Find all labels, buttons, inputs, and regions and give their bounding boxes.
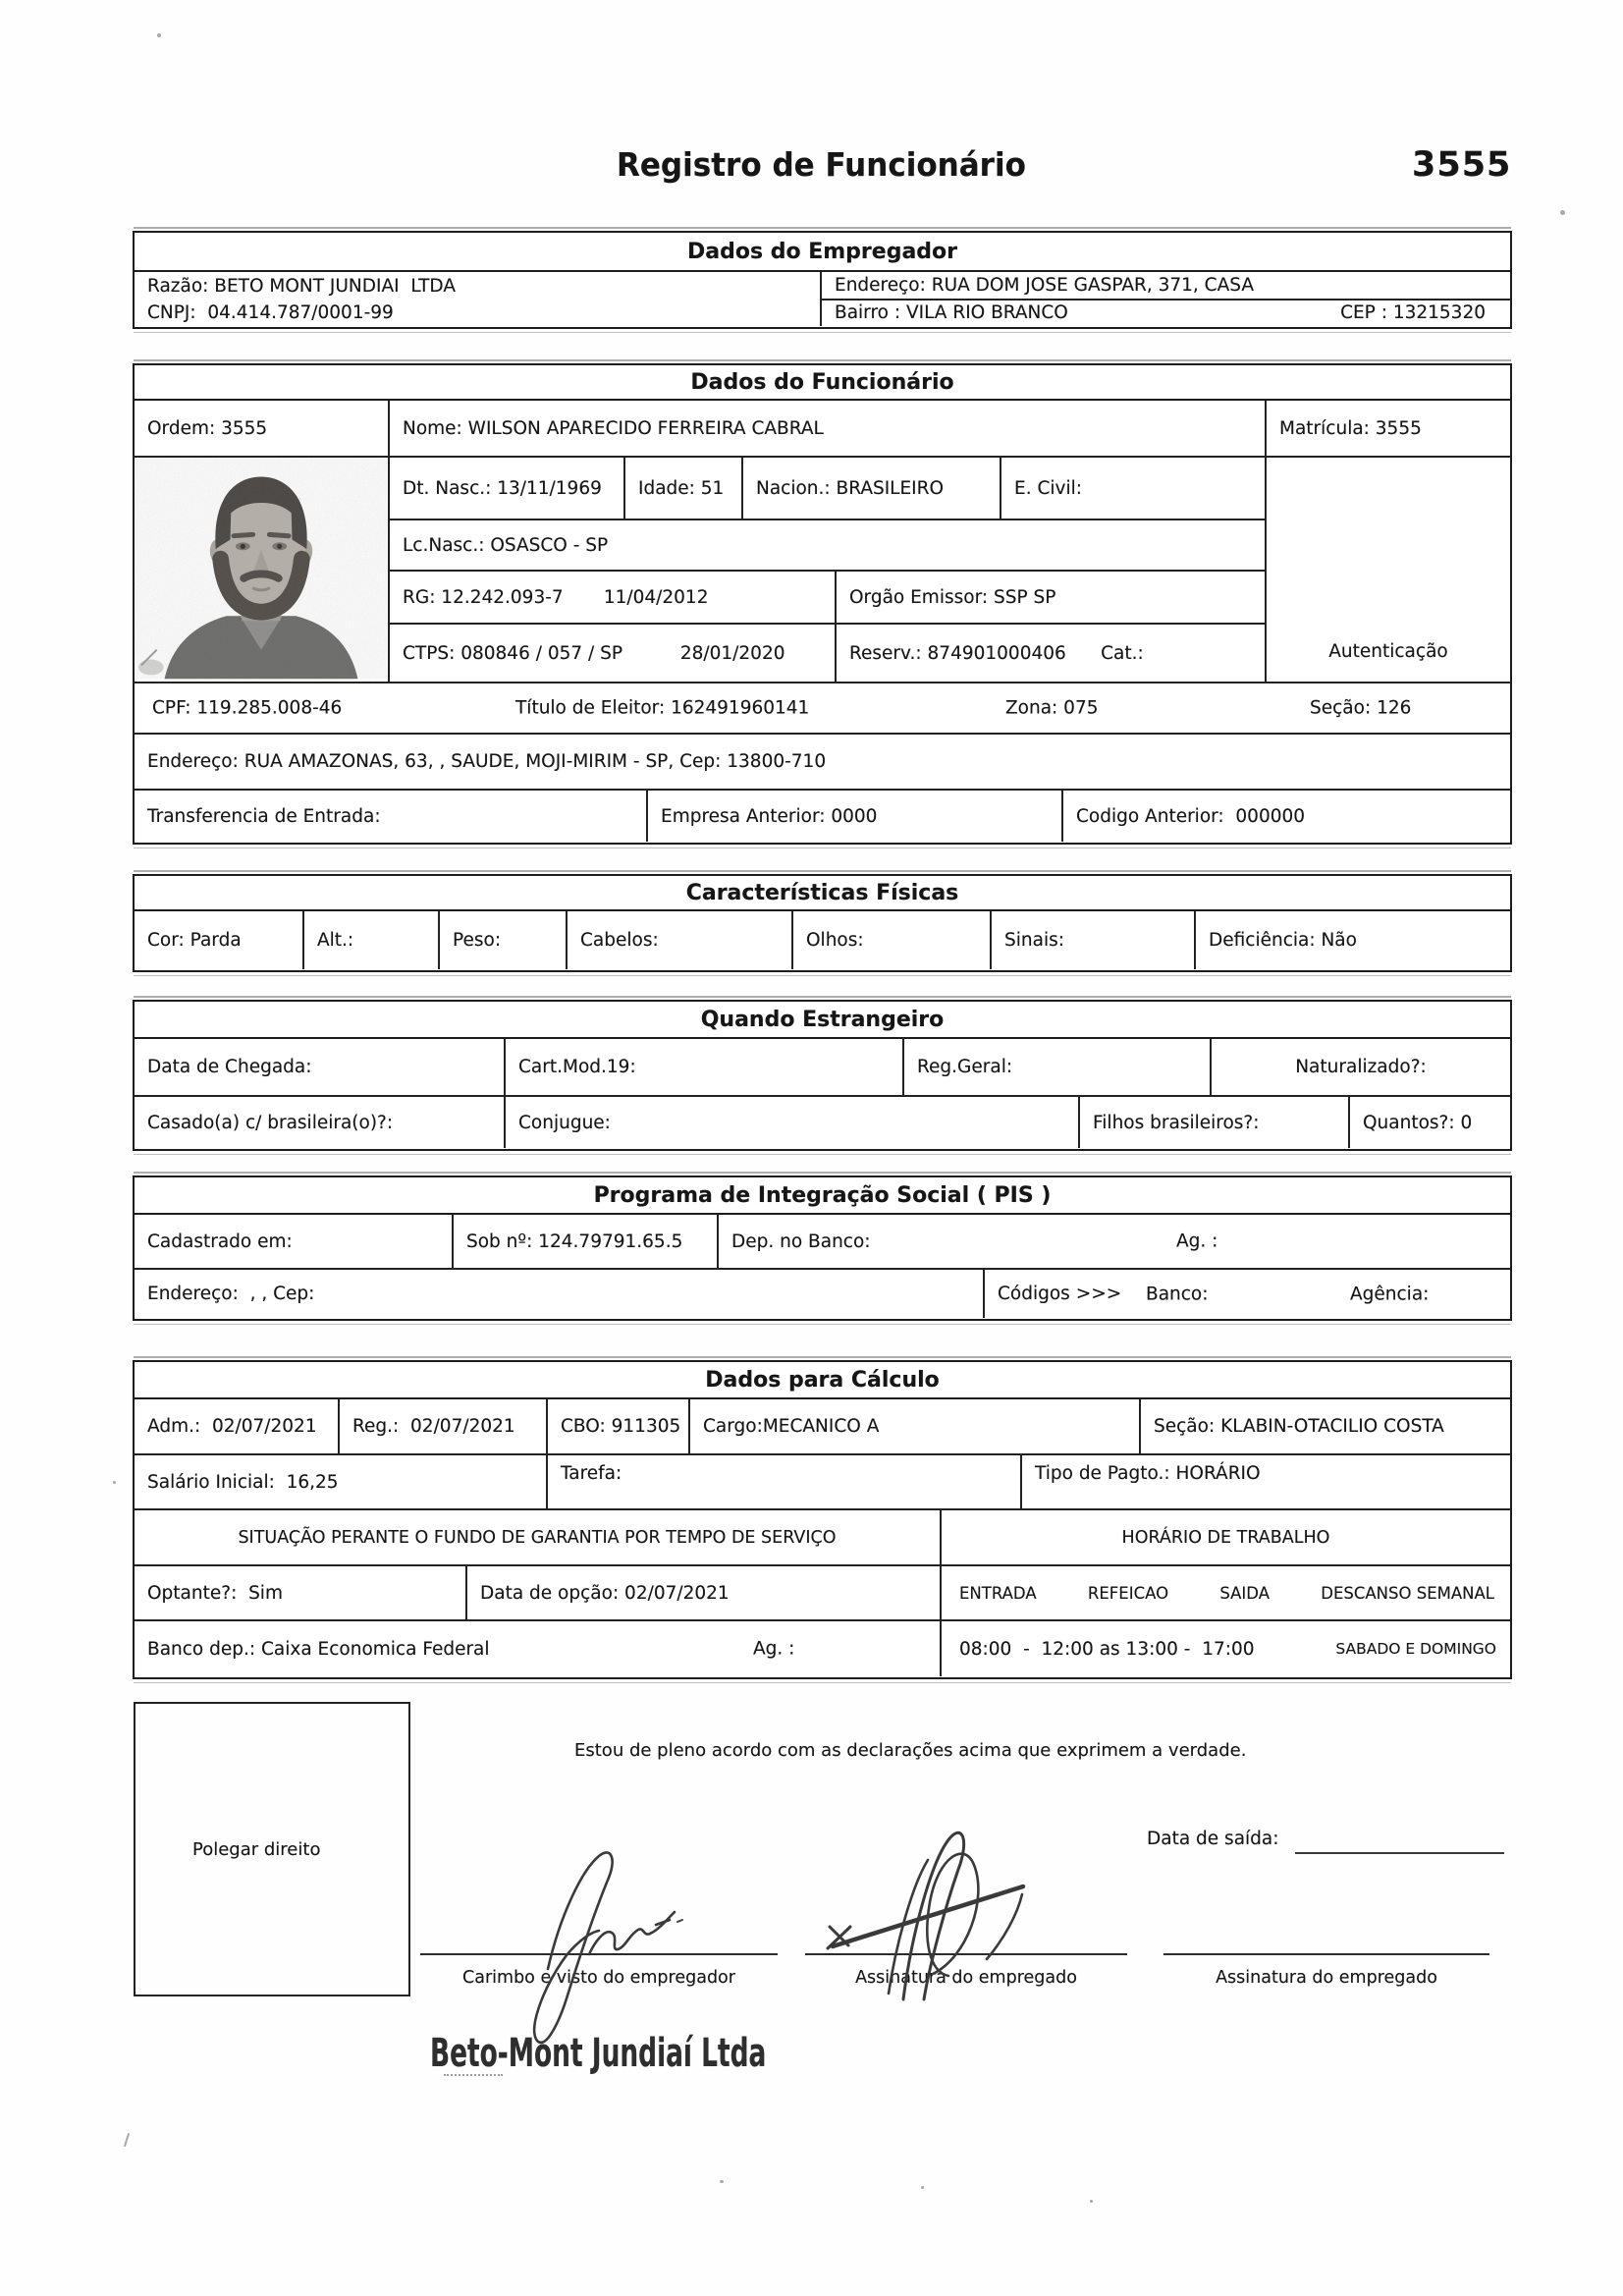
pis-dep-banco: Dep. no Banco: bbox=[731, 1230, 871, 1252]
calculo-horario-header bbox=[942, 1566, 1510, 1619]
calculo-banco-dep: Banco dep.: Caixa Economica Federal bbox=[147, 1638, 490, 1660]
calculo-fgts-title: SITUAÇÃO PERANTE O FUNDO DE GARANTIA POR TEMPO DE SERVIÇO bbox=[135, 1510, 942, 1564]
calculo-salario-inicial: Salário Inicial: 16,25 bbox=[135, 1455, 548, 1508]
pis-agencia: Agência: bbox=[1350, 1284, 1430, 1304]
exit-date-label: Data de saída: bbox=[1147, 1829, 1279, 1849]
estrangeiro-conjugue: Conjugue: bbox=[506, 1097, 1080, 1148]
employee-dt-nasc: Dt. Nasc.: 13/11/1969 bbox=[390, 458, 625, 519]
section-dados-calculo bbox=[133, 1360, 1512, 1679]
employee-ctps: CTPS: 080846 / 057 / SP 28/01/2020 bbox=[390, 625, 837, 682]
section-title-empregador: Dados do Empregador bbox=[135, 233, 1510, 272]
handwritten-signatures bbox=[393, 1807, 1060, 2062]
scan-speck bbox=[113, 1481, 116, 1484]
fisica-altura: Alt.: bbox=[304, 911, 440, 969]
calculo-ag: Ag. : bbox=[753, 1638, 795, 1660]
employee-empresa-anterior: Empresa Anterior: 0000 bbox=[648, 791, 1063, 842]
horario-descanso-valor: SABADO E DOMINGO bbox=[1335, 1640, 1496, 1658]
employee-estado-civil: E. Civil: bbox=[1014, 477, 1082, 499]
fisica-sinais: Sinais: bbox=[992, 911, 1196, 969]
estrangeiro-data-chegada: Data de Chegada: bbox=[135, 1039, 506, 1095]
section-pis bbox=[133, 1175, 1512, 1321]
employee-nacion: Nacion.: BRASILEIRO bbox=[743, 458, 1001, 519]
employee-reserv-cat: Reserv.: 874901000406 Cat.: bbox=[849, 642, 1144, 664]
horario-col-refeicao: REFEICAO bbox=[1087, 1583, 1169, 1603]
pis-codigos: Códigos >>> bbox=[998, 1284, 1122, 1304]
stamp-underline-artifact bbox=[444, 2074, 503, 2076]
section-title-funcionario: Dados do Funcionário bbox=[135, 365, 1510, 401]
employer-signature-label: Carimbo e visto do empregador bbox=[462, 1968, 735, 1988]
scan-speck bbox=[1090, 2200, 1093, 2203]
horario-col-saida: SAIDA bbox=[1219, 1583, 1270, 1603]
fisica-peso: Peso: bbox=[440, 911, 568, 969]
section-dados-empregador bbox=[133, 231, 1512, 329]
employee-autenticacao: Autenticação bbox=[1328, 641, 1448, 662]
estrangeiro-reg-geral: Reg.Geral: bbox=[904, 1039, 1212, 1095]
scan-speck bbox=[1560, 210, 1565, 215]
fingerprint-label: Polegar direito bbox=[192, 1838, 321, 1860]
employer-left-column bbox=[135, 272, 822, 326]
calculo-cargo: Cargo:MECANICO A bbox=[690, 1399, 1141, 1453]
scan-speck bbox=[720, 2180, 724, 2183]
page-title: Registro de Funcionário bbox=[617, 145, 1026, 184]
employer-cep: CEP : 13215320 bbox=[1340, 302, 1486, 324]
section-title-pis: Programa de Integração Social ( PIS ) bbox=[135, 1177, 1510, 1215]
calculo-optante: Optante?: Sim bbox=[135, 1566, 467, 1619]
calculo-registro: Reg.: 02/07/2021 bbox=[340, 1399, 548, 1453]
fisica-cor: Cor: Parda bbox=[135, 911, 304, 969]
employee-matricula: Matrícula: 3555 bbox=[1279, 417, 1422, 439]
calculo-horario-valores bbox=[942, 1621, 1510, 1676]
pis-banco: Banco: bbox=[1146, 1284, 1209, 1304]
scan-speck bbox=[157, 33, 161, 37]
employee-ordem: Ordem: 3555 bbox=[135, 401, 390, 456]
section-dados-funcionario bbox=[133, 363, 1512, 845]
calculo-tarefa: Tarefa: bbox=[548, 1455, 1022, 1508]
employee-idade: Idade: 51 bbox=[625, 458, 743, 519]
employer-razao: Razão: BETO MONT JUNDIAI LTDA bbox=[147, 275, 456, 297]
calculo-admissao: Adm.: 02/07/2021 bbox=[135, 1399, 340, 1453]
employee-orgao-emissor: Orgão Emissor: SSP SP bbox=[849, 586, 1056, 608]
employee-photo-cell bbox=[135, 458, 390, 682]
employee-endereco: Endereço: RUA AMAZONAS, 63, , SAUDE, MOJI-MIRIM - SP, Cep: 13800-710 bbox=[147, 751, 827, 772]
scan-speck bbox=[921, 2186, 924, 2189]
calculo-data-opcao: Data de opção: 02/07/2021 bbox=[467, 1566, 942, 1619]
employee-photo bbox=[135, 458, 387, 680]
employee-lc-nasc: Lc.Nasc.: OSASCO - SP bbox=[403, 534, 609, 556]
employee-secao-eleitoral: Seção: 126 bbox=[1310, 697, 1412, 719]
calculo-banco-dep-cell bbox=[135, 1621, 942, 1676]
employee-transferencia: Transferencia de Entrada: bbox=[135, 791, 648, 842]
section-caracteristicas-fisicas bbox=[133, 874, 1512, 972]
fisica-cabelos: Cabelos: bbox=[568, 911, 793, 969]
employee-rg: RG: 12.242.093-7 11/04/2012 bbox=[390, 572, 837, 623]
pis-ag: Ag. : bbox=[1176, 1230, 1218, 1252]
calculo-cbo: CBO: 911305 bbox=[548, 1399, 690, 1453]
employee-signature-label-2: Assinatura do empregado bbox=[1216, 1968, 1437, 1988]
pis-cadastrado-em: Cadastrado em: bbox=[135, 1215, 454, 1268]
employee-titulo-eleitor: Título de Eleitor: 162491960141 bbox=[515, 697, 810, 719]
employee-signature-label-1: Assinatura do empregado bbox=[855, 1968, 1077, 1988]
page-number: 3555 bbox=[1412, 145, 1512, 185]
section-title-estrangeiro: Quando Estrangeiro bbox=[135, 1002, 1510, 1039]
employer-cnpj: CNPJ: 04.414.787/0001-99 bbox=[147, 301, 394, 323]
exit-date-blank-line bbox=[1295, 1852, 1504, 1854]
horario-valor: 08:00 - 12:00 as 13:00 - 17:00 bbox=[959, 1638, 1255, 1660]
section-title-caracteristicas: Características Físicas bbox=[135, 876, 1510, 911]
calculo-secao: Seção: KLABIN-OTACILIO COSTA bbox=[1154, 1416, 1444, 1437]
estrangeiro-naturalizado: Naturalizado?: bbox=[1295, 1057, 1427, 1077]
declaration-text: Estou de pleno acordo com as declarações acima que exprimem a verdade. bbox=[574, 1740, 1247, 1761]
horario-col-entrada: ENTRADA bbox=[959, 1583, 1037, 1603]
estrangeiro-cart-mod: Cart.Mod.19: bbox=[506, 1039, 904, 1095]
scan-speck bbox=[124, 2133, 130, 2147]
employer-bairro-row bbox=[822, 301, 1510, 327]
employee-codigo-anterior: Codigo Anterior: 000000 bbox=[1076, 805, 1306, 827]
employee-cpf-row bbox=[135, 683, 1510, 735]
calculo-horario-title: HORÁRIO DE TRABALHO bbox=[1121, 1527, 1330, 1548]
pis-dep-banco-cell bbox=[719, 1215, 1510, 1268]
employer-bairro: Bairro : VILA RIO BRANCO bbox=[835, 302, 1068, 324]
employee-documents-block bbox=[390, 458, 1267, 682]
estrangeiro-filhos: Filhos brasileiros?: bbox=[1080, 1097, 1350, 1148]
section-quando-estrangeiro bbox=[133, 1000, 1512, 1151]
employee-cpf: CPF: 119.285.008-46 bbox=[152, 697, 343, 719]
fisica-olhos: Olhos: bbox=[793, 911, 992, 969]
fingerprint-box bbox=[134, 1702, 410, 1996]
employer-right-column bbox=[822, 272, 1510, 326]
employer-endereco: Endereço: RUA DOM JOSE GASPAR, 371, CASA bbox=[822, 272, 1510, 301]
employee-nome: Nome: WILSON APARECIDO FERREIRA CABRAL bbox=[390, 401, 1267, 456]
horario-col-descanso: DESCANSO SEMANAL bbox=[1321, 1583, 1494, 1603]
estrangeiro-casado: Casado(a) c/ brasileira(o)?: bbox=[135, 1097, 506, 1148]
calculo-tipo-pagto: Tipo de Pagto.: HORÁRIO bbox=[1035, 1463, 1261, 1484]
section-title-calculo: Dados para Cálculo bbox=[135, 1362, 1510, 1399]
pis-endereco: Endereço: , , Cep: bbox=[135, 1270, 985, 1318]
employee-signature-line-2 bbox=[1163, 1953, 1489, 1955]
estrangeiro-quantos: Quantos?: 0 bbox=[1363, 1112, 1473, 1133]
fisica-deficiencia: Deficiência: Não bbox=[1209, 930, 1357, 951]
company-stamp: Beto-Mont Jundiaí Ltda bbox=[430, 2031, 767, 2076]
employee-zona: Zona: 075 bbox=[1005, 697, 1099, 719]
pis-codigos-cell bbox=[985, 1270, 1510, 1318]
pis-sob-numero: Sob nº: 124.79791.65.5 bbox=[454, 1215, 719, 1268]
